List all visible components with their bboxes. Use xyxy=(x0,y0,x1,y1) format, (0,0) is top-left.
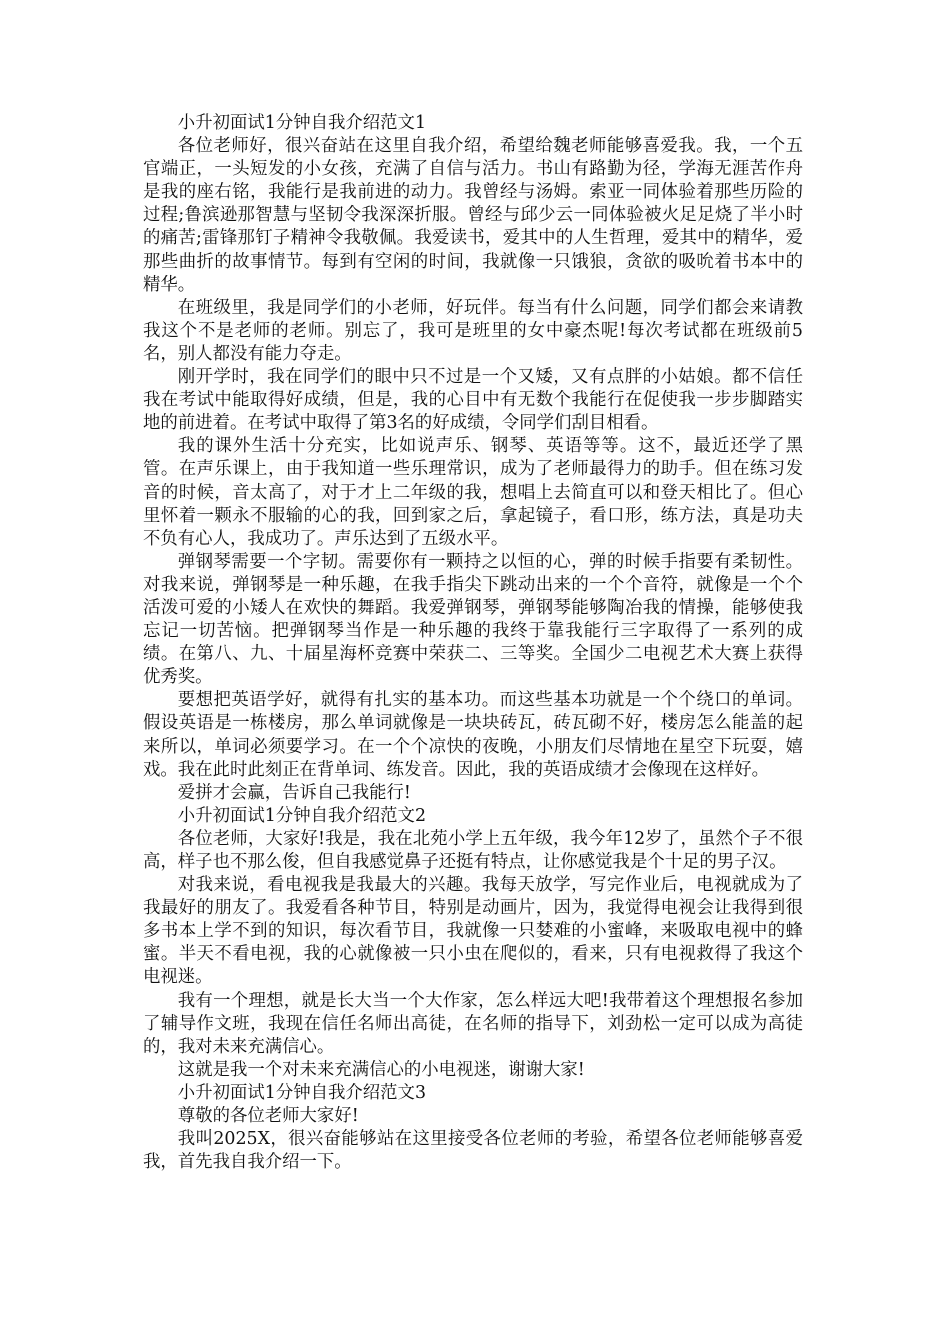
paragraph: 弹钢琴需要一个字韧。需要你有一颗持之以恒的心，弹的时候手指要有柔韧性。对我来说，弹钢琴是一种乐趣，在我手指尖下跳动出来的一个个音符，就像是一个个活泼可爱的小矮人在欢快的舞蹈。我爱弹钢琴，弹钢琴能够陶冶我的情操，能够使我忘记一切苦恼。把弹钢琴当作是一种乐趣的我终于靠我能行三字取得了一系列的成绩。在第八、九、十届星海杯竞赛中荣获二、三等奖。全国少二电视艺术大赛上获得优秀奖。 xyxy=(143,551,803,688)
paragraph: 各位老师，大家好!我是，我在北苑小学上五年级，我今年12岁了，虽然个子不很高，样子也不那么俊，但自我感觉鼻子还挺有特点，让你感觉我是个十足的男子汉。 xyxy=(143,828,803,872)
paragraph: 我有一个理想，就是长大当一个大作家，怎么样远大吧!我带着这个理想报名参加了辅导作文班，我现在信任名师出高徒，在名师的指导下，刘劲松一定可以成为高徒的，我对未来充满信心。 xyxy=(143,990,803,1057)
paragraph: 我叫2025X，很兴奋能够站在这里接受各位老师的考验，希望各位老师能够喜爱我，首先我自我介绍一下。 xyxy=(143,1129,803,1173)
heading-sample-3: 小升初面试1分钟自我介绍范文3 xyxy=(177,1082,427,1103)
paragraph: 要想把英语学好，就得有扎实的基本功。而这些基本功就是一个个绕口的单词。假设英语是一栋楼房，那么单词就像是一块块砖瓦，砖瓦砌不好，楼房怎么能盖的起来所以，单词必须要学习。在一个个凉快的夜晚，小朋友们尽情地在星空下玩耍，嬉戏。我在此时此刻正在背单词、练发音。因此，我的英语成绩才会像现在这样好。 xyxy=(143,690,803,780)
paragraph: 爱拼才会赢，告诉自己我能行! xyxy=(177,782,411,803)
paragraph: 对我来说，看电视我是我最大的兴趣。我每天放学，写完作业后，电视就成为了我最好的朋友了。我爱看各种节目，特别是动画片，因为，我觉得电视会让我得到很多书本上学不到的知识，每次看节目，我就像一只婪难的小蜜峰，来吸取电视中的蜂蜜。半天不看电视，我的心就像被一只小虫在爬似的，看来，只有电视救得了我这个电视迷。 xyxy=(143,875,803,988)
paragraph: 在班级里，我是同学们的小老师，好玩伴。每当有什么问题，同学们都会来请教我这个不是老师的老师。别忘了，我可是班里的女中豪杰呢!每次考试都在班级前5名，别人都没有能力夺走。 xyxy=(143,297,803,364)
paragraph: 我的课外生活十分充实，比如说声乐、钢琴、英语等等。这不，最近还学了黑管。在声乐课上，由于我知道一些乐理常识，成为了老师最得力的助手。但在练习发音的时候，音太高了，对于才上二年级的我，想唱上去简直可以和登天相比了。但心里怀着一颗永不服输的心的我，回到家之后，拿起镜子，看口形，练方法，真是功夫不负有心人，我成功了。声乐达到了五级水平。 xyxy=(143,436,803,549)
document-body xyxy=(143,112,803,1174)
paragraph: 尊敬的各位老师大家好! xyxy=(177,1106,359,1127)
paragraph: 各位老师好，很兴奋站在这里自我介绍，希望给魏老师能够喜爱我。我，一个五官端正，一头短发的小女孩，充满了自信与活力。书山有路勤为径，学海无涯苦作舟是我的座右铭，我能行是我前进的动力。我曾经与汤姆。索亚一同体验着那些历险的过程;鲁滨逊那智慧与坚韧令我深深折服。曾经与邱少云一同体验被火足足烧了半小时的痛苦;雷锋那钉子精神令我敬佩。我爱读书，爱其中的人生哲理，爱其中的精华，爱那些曲折的故事情节。每到有空闲的时间，我就像一只饿狼，贪欲的吸吮着书本中的精华。 xyxy=(143,136,803,295)
paragraph: 刚开学时，我在同学们的眼中只不过是一个又矮，又有点胖的小姑娘。都不信任我在考试中能取得好成绩，但是，我的心目中有无数个我能行在促使我一步步脚踏实地的前进着。在考试中取得了第3名的好成绩，令同学们刮目相看。 xyxy=(143,367,803,434)
heading-sample-2: 小升初面试1分钟自我介绍范文2 xyxy=(177,805,427,826)
paragraph: 这就是我一个对未来充满信心的小电视迷，谢谢大家! xyxy=(177,1059,585,1080)
heading-sample-1: 小升初面试1分钟自我介绍范文1 xyxy=(177,113,427,133)
